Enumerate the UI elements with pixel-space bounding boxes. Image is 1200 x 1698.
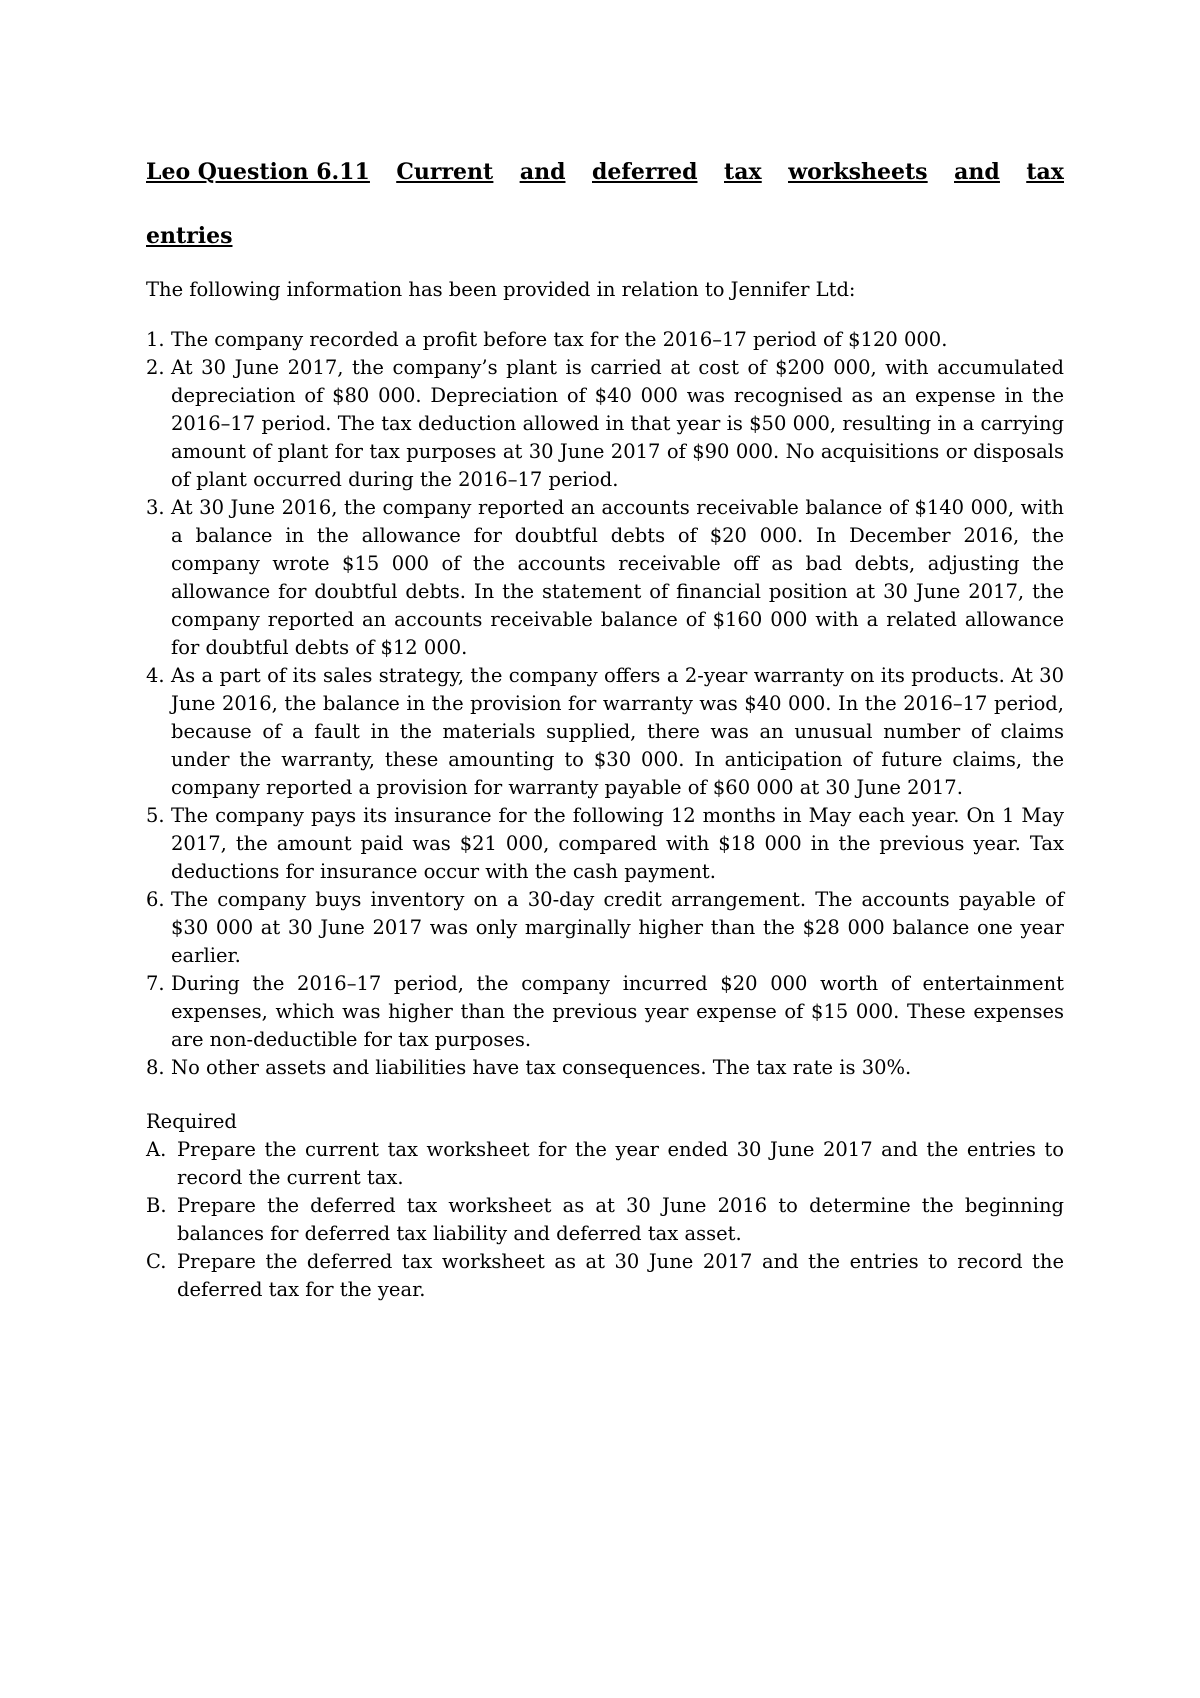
item-number: 3. [146,496,165,519]
item-number: 2. [146,356,165,379]
list-item [146,1054,1064,1082]
item-text: At 30 June 2016, the company reported an accounts receivable balance of $140 000, with a balance in the allowance for doubtful debts of $20 000. In December 2016, the company wrote $15 000 of the accounts receivable off as bad debts, adjusting the allowance for doubtful debts. In the statement of financial position at 30 June 2017, the company reported an accounts receivable balance of $160 000 with a related allowance for doubtful debts of $12 000. [171,496,1064,659]
item-text: The company buys inventory on a 30-day credit arrangement. The accounts payable of $30 000 at 30 June 2017 was only marginally higher than the $28 000 balance one year earlier. [171,888,1064,967]
required-item [146,1192,1064,1248]
title-word: and [954,159,1000,185]
required-item [146,1136,1064,1192]
list-item [146,802,1064,886]
list-item [146,494,1064,662]
title-word: Current [396,159,494,185]
required-letter: B. [146,1194,167,1217]
item-number: 8. [146,1056,165,1079]
item-text: At 30 June 2017, the company’s plant is carried at cost of $200 000, with accumulated depreciation of $80 000. Depreciation of $40 000 was recognised as an expense in the 2016–17 period. The tax deduction allowed in that year is $50 000, resulting in a carrying amount of plant for tax purposes at 30 June 2017 of $90 000. No acquisitions or disposals of plant occurred during the 2016–17 period. [171,356,1064,491]
title-word: worksheets [788,159,928,185]
item-text: The company recorded a profit before tax for the 2016–17 period of $120 000. [171,328,948,351]
document-page [146,140,1064,1304]
title-prefix: Leo Question 6.11 [146,159,370,185]
item-number: 5. [146,804,165,827]
required-letter: C. [146,1250,167,1273]
intro-paragraph: The following information has been provided in relation to Jennifer Ltd: [146,278,856,301]
item-number: 1. [146,328,165,351]
document-title [146,140,1064,268]
required-list [146,1136,1064,1304]
information-list [146,326,1064,1082]
item-text: As a part of its sales strategy, the company offers a 2-year warranty on its products. At 30 June 2016, the balance in the provision for warranty was $40 000. In the 2016–17 period, because of a fault in the materials supplied, there was an unusual number of claims under the warranty, these amounting to $30 000. In anticipation of future claims, the company reported a provision for warranty payable of $60 000 at 30 June 2017. [171,664,1064,799]
list-item [146,886,1064,970]
title-line-2: entries [146,223,233,249]
required-letter: A. [146,1138,167,1161]
item-text: No other assets and liabilities have tax consequences. The tax rate is 30%. [171,1056,912,1079]
item-text: During the 2016–17 period, the company incurred $20 000 worth of entertainment expenses, which was higher than the previous year expense of $15 000. These expenses are non-deductible for tax purposes. [171,972,1064,1051]
title-word: tax [724,159,762,185]
list-item [146,326,1064,354]
required-item [146,1248,1064,1304]
list-item [146,354,1064,494]
title-line-1 [146,140,1064,204]
item-text: The company pays its insurance for the following 12 months in May each year. On 1 May 2017, the amount paid was $21 000, compared with $18 000 in the previous year. Tax deductions for insurance occur with the cash payment. [171,804,1064,883]
required-text: Prepare the current tax worksheet for the year ended 30 June 2017 and the entries to record the current tax. [177,1138,1064,1189]
title-word: deferred [592,159,698,185]
item-number: 6. [146,888,165,911]
required-text: Prepare the deferred tax worksheet as at 30 June 2017 and the entries to record the deferred tax for the year. [177,1250,1064,1301]
list-item [146,970,1064,1054]
item-number: 7. [146,972,165,995]
list-item [146,662,1064,802]
required-text: Prepare the deferred tax worksheet as at 30 June 2016 to determine the beginning balances for deferred tax liability and deferred tax asset. [177,1194,1064,1245]
title-word: tax [1026,159,1064,185]
title-word: and [519,159,566,185]
item-number: 4. [146,664,165,687]
required-heading: Required [146,1110,237,1133]
